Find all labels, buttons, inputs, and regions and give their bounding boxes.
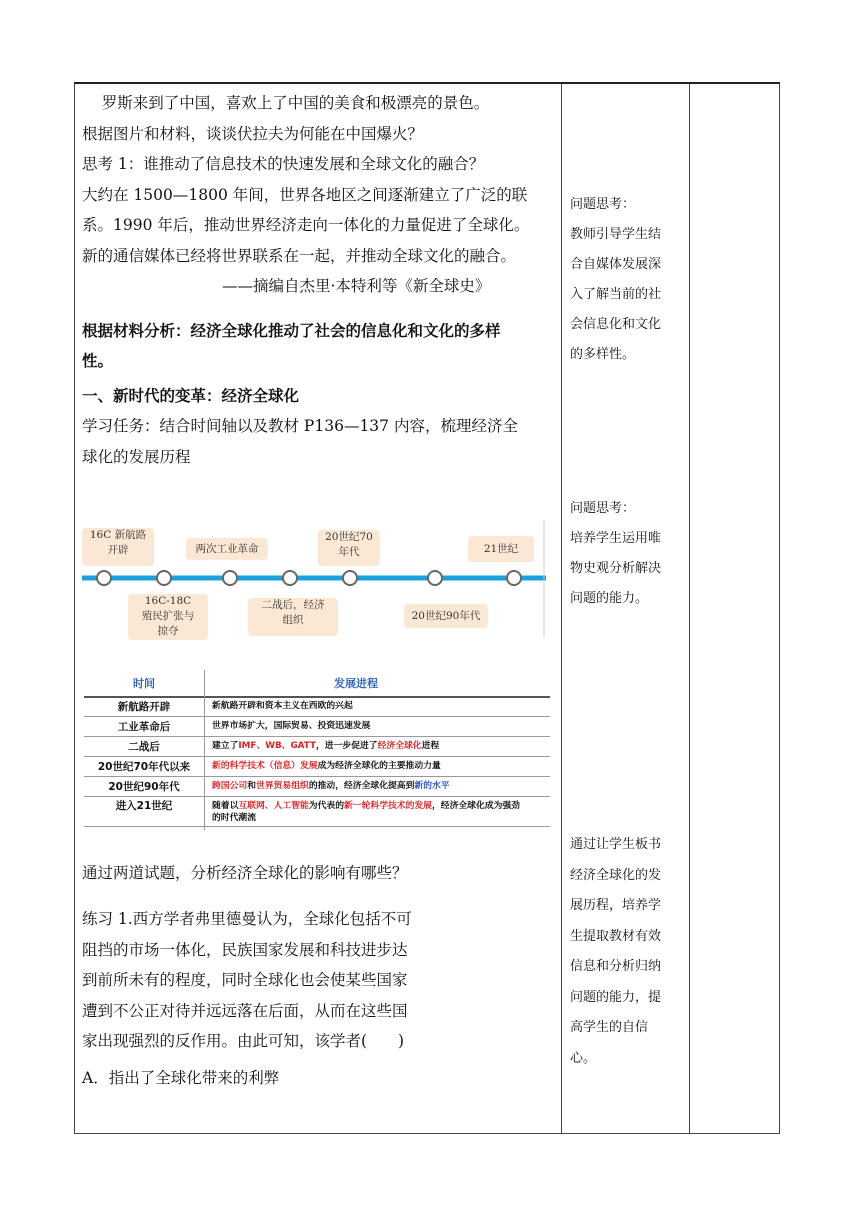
timeline-node <box>283 571 297 585</box>
task-text-cont: 球化的发展历程 <box>82 447 191 466</box>
exercise-line: 练习 1.西方学者弗里德曼认为，全球化包括不可 <box>82 910 412 928</box>
header-progress: 发展进程 <box>334 677 378 690</box>
header-time: 时间 <box>133 677 155 690</box>
timeline-node <box>507 571 521 585</box>
side-note-line: 教师引导学生结 <box>570 227 662 242</box>
side-note-line: 展历程，培养学 <box>570 898 662 913</box>
timeline-node <box>223 571 237 585</box>
column-divider-2 <box>689 84 690 1134</box>
side-note-line: 问题的能力。 <box>570 591 649 606</box>
development-progress <box>212 740 548 752</box>
timeline-node <box>97 571 111 585</box>
side-note-2 <box>570 494 684 614</box>
development-time: 二战后 <box>128 741 160 753</box>
progress-segment: ，经济全球化成为强劲 <box>431 801 520 811</box>
progress-segment: 随着以 <box>212 801 239 811</box>
progress-segment: 建立了 <box>212 741 239 751</box>
text-line: 根据图片和材料，谈谈伏拉夫为何能在中国爆火？ <box>82 124 424 143</box>
development-row <box>84 736 550 757</box>
progress-segment: 经济全球化 <box>377 741 422 751</box>
text-line: 大约在 1500—1800 年间，世界各地区之间逐渐建立了广泛的联 <box>82 185 528 204</box>
progress-segment: 新的科学技术（信息）发展 <box>212 761 318 771</box>
progress-segment: 成为经济全球化的主要推动力量 <box>317 761 441 771</box>
table-header-row <box>84 670 550 698</box>
development-row <box>84 796 550 827</box>
side-note-line: 心。 <box>570 1050 597 1066</box>
development-table <box>84 670 550 830</box>
progress-segment: 新航路开辟和资本主义在西欧的兴起 <box>212 701 353 711</box>
progress-segment: IMF、WB、GATT <box>238 741 316 751</box>
task-text: 学习任务：结合时间轴以及教材 P136—137 内容，梳理经济全 <box>82 417 518 435</box>
timeline-label-industrial-revolution: 两次工业革命 <box>186 538 268 560</box>
progress-segment: ，进一步促进了 <box>316 741 378 751</box>
side-note-line: 入了解当前的社 <box>570 287 662 302</box>
side-note-line: 会信息化和文化 <box>570 317 662 332</box>
option-a: A．指出了全球化带来的利弊 <box>82 1068 280 1087</box>
timeline-label-1970s: 20世纪70 年代 <box>318 530 380 566</box>
progress-segment: 进程 <box>421 741 440 751</box>
timeline-label-colonial: 16C-18C 殖民扩张与 掠夺 <box>128 594 208 640</box>
exercise-line: 遭到不公正对待并远远落在后面，从而在这些国 <box>82 1001 408 1020</box>
progress-segment: 世界贸易组织 <box>256 781 309 791</box>
development-row <box>84 756 550 777</box>
section-heading: 一、新时代的变革：经济全球化 <box>82 386 300 405</box>
development-progress <box>212 780 548 792</box>
side-note-line: 合自媒体发展深 <box>570 257 662 272</box>
exercise-line: 家出现强烈的反作用。由此可知，该学者( ) <box>82 1032 405 1050</box>
timeline-label-21st-century: 21世纪 <box>468 536 534 562</box>
exercise-block <box>82 904 412 1093</box>
development-row <box>84 696 550 717</box>
side-note-1 <box>570 190 684 370</box>
development-progress <box>212 700 548 712</box>
progress-segment: 的推动，经济全球化提高到 <box>308 781 415 791</box>
side-note-line: 物史观分析解决 <box>570 561 662 576</box>
side-note-line: 培养学生运用唯 <box>570 531 662 546</box>
development-progress <box>212 760 548 772</box>
text-line: 罗斯来到了中国，喜欢上了中国的美食和极漂亮的景色。 <box>82 94 490 112</box>
globalization-timeline <box>82 520 548 642</box>
side-note-line: 生提取教材有效 <box>570 928 662 944</box>
timeline-label-1990s: 20世纪90年代 <box>404 604 488 628</box>
side-note-line: 通过让学生板书 <box>570 837 662 852</box>
progress-segment: 的时代潮流 <box>212 813 256 823</box>
progress-segment: 互联网、人工智能 <box>238 801 309 811</box>
side-note-line: 经济全球化的发 <box>570 867 662 883</box>
side-note-line: 信息和分析归纳 <box>570 959 662 974</box>
progress-segment: 为代表的 <box>308 801 344 811</box>
timeline-node <box>157 571 171 585</box>
development-row <box>84 716 550 737</box>
analysis-text-cont: 性。 <box>82 352 114 370</box>
progress-segment: 新的水平 <box>414 781 450 791</box>
progress-segment: 新一轮科学技术的发展 <box>344 801 432 811</box>
side-note-line: 问题思考： <box>570 501 636 516</box>
side-note-line: 高学生的自信 <box>570 1020 649 1035</box>
exercise-line: 阻挡的市场一体化，民族国家发展和科技进步达 <box>82 940 408 959</box>
text-line: 系。1990 年后，推动世界经济走向一体化的力量促进了全球化。 <box>82 216 530 234</box>
development-time: 20世纪90年代 <box>108 781 180 793</box>
side-note-line: 的多样性。 <box>570 347 636 362</box>
development-row <box>84 776 550 797</box>
development-time: 新航路开辟 <box>117 701 171 713</box>
side-note-line: 问题思考： <box>570 197 636 212</box>
column-divider-1 <box>561 84 562 1134</box>
analysis-text: 根据材料分析：经济全球化推动了社会的信息化和文化的多样 <box>82 321 501 340</box>
text-line: 新的通信媒体已经将世界联系在一起，并推动全球文化的融合。 <box>82 246 517 265</box>
progress-segment: 世界市场扩大，国际贸易、投资迅速发展 <box>212 721 371 731</box>
progress-segment: 跨国公司 <box>212 781 248 791</box>
development-progress <box>212 720 548 732</box>
question-text: 通过两道试题，分析经济全球化的影响有哪些？ <box>82 864 408 882</box>
timeline-label-post-war: 二战后，经济 组织 <box>248 598 338 636</box>
development-time: 工业革命后 <box>117 721 171 733</box>
text-line: 思考 1：谁推动了信息技术的快速发展和全球文化的融合？ <box>82 155 485 173</box>
development-time: 进入21世纪 <box>115 800 173 812</box>
development-time: 20世纪70年代以来 <box>97 761 191 773</box>
progress-segment: 和 <box>247 781 257 791</box>
main-column <box>82 88 552 472</box>
exercise-line: 到前所未有的程度，同时全球化也会使某些国家 <box>82 971 408 989</box>
timeline-node <box>343 571 357 585</box>
timeline-label-new-routes: 16C 新航路 开辟 <box>82 528 154 566</box>
timeline-node <box>428 571 442 585</box>
citation: ——摘编自杰里·本特利等《新全球史》 <box>222 277 491 295</box>
development-progress <box>212 800 548 824</box>
side-note-line: 问题的能力，提 <box>570 989 662 1005</box>
side-note-3 <box>570 830 684 1074</box>
